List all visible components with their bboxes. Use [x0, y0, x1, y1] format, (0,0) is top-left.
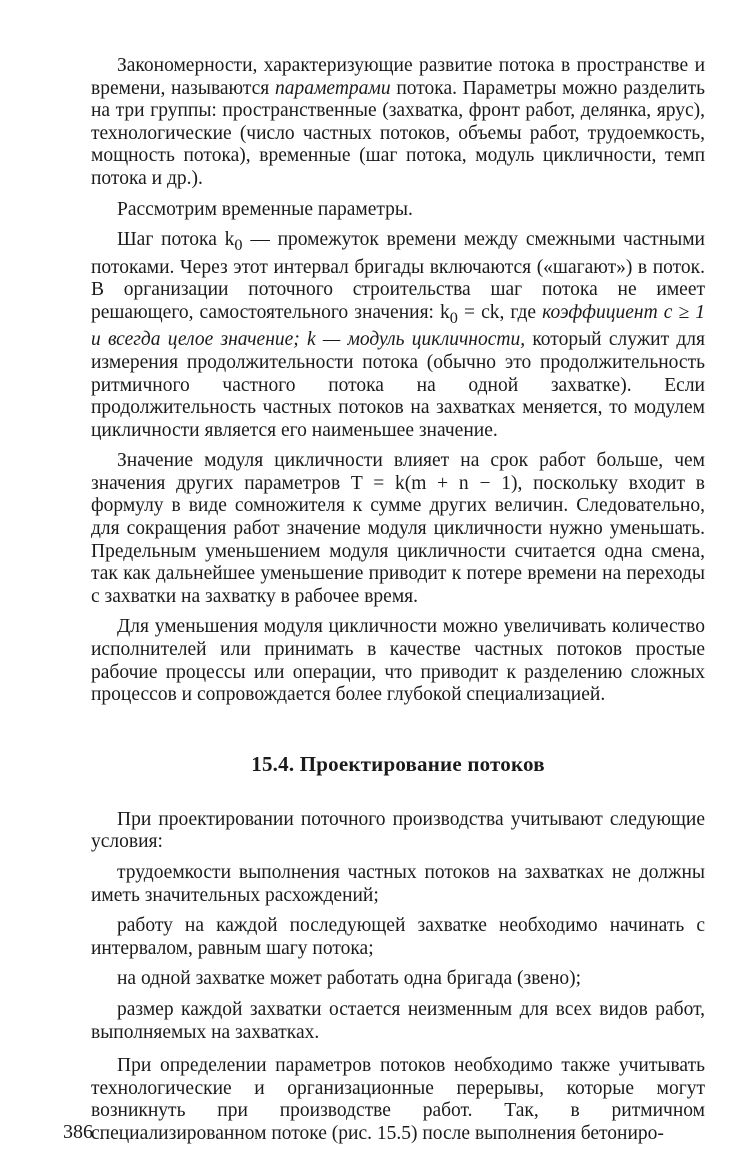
condition-item: размер каждой захватки остается неизменным для всех видов работ, выполняемых на захватках. — [91, 998, 705, 1043]
condition-item: работу на каждой последующей захватке необходимо начинать с интервалом, равным шагу потока; — [91, 915, 705, 959]
paragraph-parameters — [91, 55, 705, 191]
term-parameters: параметрами — [274, 77, 391, 99]
paragraph-module: Значение модуля цикличности влияет на срок работ больше, чем значения других параметров T = k(m + n − 1), поскольку входит в формулу в виде сомножителя к сумме других величин. Следовательно, для сокращения работ значение модуля цикличности нужно уменьшать. Предельным уменьшением модуля цикличности считается одна смена, так как дальнейшее уменьшение приводит к потере времени на переходы с захватки на захватку в рабочее время. — [91, 450, 705, 607]
paragraph-breaks: При определении параметров потоков необходимо также учитывать технологические и организационные перерывы, которые могут возникнуть при производстве работ. Так, в ритмичном специализированном потоке (рис. 15.5) после выполнения бетониро- — [91, 1055, 705, 1144]
italic-definition: коэффициент c ≥ 1 и всегда целое значение; k — модуль цикличности, — [91, 301, 705, 351]
section-heading: 15.4. Проектирование потоков — [251, 751, 545, 776]
paragraph-time-params: Рассмотрим временные параметры. — [117, 198, 413, 220]
paragraph-text: который служит для измерения продолжительности потока (обычно это продолжительность ритмичного частного потока на одной захватке). Если продолжительность частных потоков на захватках меняется, то модулем цикличности является его наименьшее значение. — [91, 329, 705, 441]
subscript: 0 — [234, 236, 243, 255]
paragraph-text: потока. Параметры можно разделить на три группы: пространственные (захватка, фронт работ, делянка, ярус), технологические (число частных потоков, объемы работ, трудоемкость, мощность потока), временные (шаг потока, модуль цикличности, темп потока и др.). — [91, 77, 706, 189]
text-column — [91, 55, 705, 1146]
paragraph-reduce: Для уменьшения модуля цикличности можно увеличивать количество исполнителей или принимать в качестве частных потоков простые рабочие процессы или операции, что приводит к разделению сложных процессов и сопровождается более глубокой специализацией. — [91, 616, 705, 706]
paragraph-conditions: При проектировании поточного производства учитывают следующие условия: — [91, 808, 705, 853]
subscript: 0 — [449, 308, 458, 327]
page-number: 386 — [63, 1121, 93, 1143]
paragraph-step — [91, 229, 705, 442]
paragraph-text: Закономерности, характеризующие развитие потока в пространстве и времени, называются — [91, 55, 705, 99]
condition-item: трудоемкости выполнения частных потоков на захватках не должны иметь значительных расхождений; — [91, 862, 705, 906]
paragraph-text: Шаг потока k — [117, 229, 235, 251]
paragraph-text: — промежуток времени между смежными частными потоками. Через этот интервал бригады включаются («шагают») в поток. В организации поточного строительства шаг потока не имеет решающего, самостоятельного значения: k — [91, 229, 705, 323]
paragraph-text: = ck, где — [457, 301, 537, 323]
condition-item: на одной захватке может работать одна бригада (звено); — [117, 968, 582, 990]
